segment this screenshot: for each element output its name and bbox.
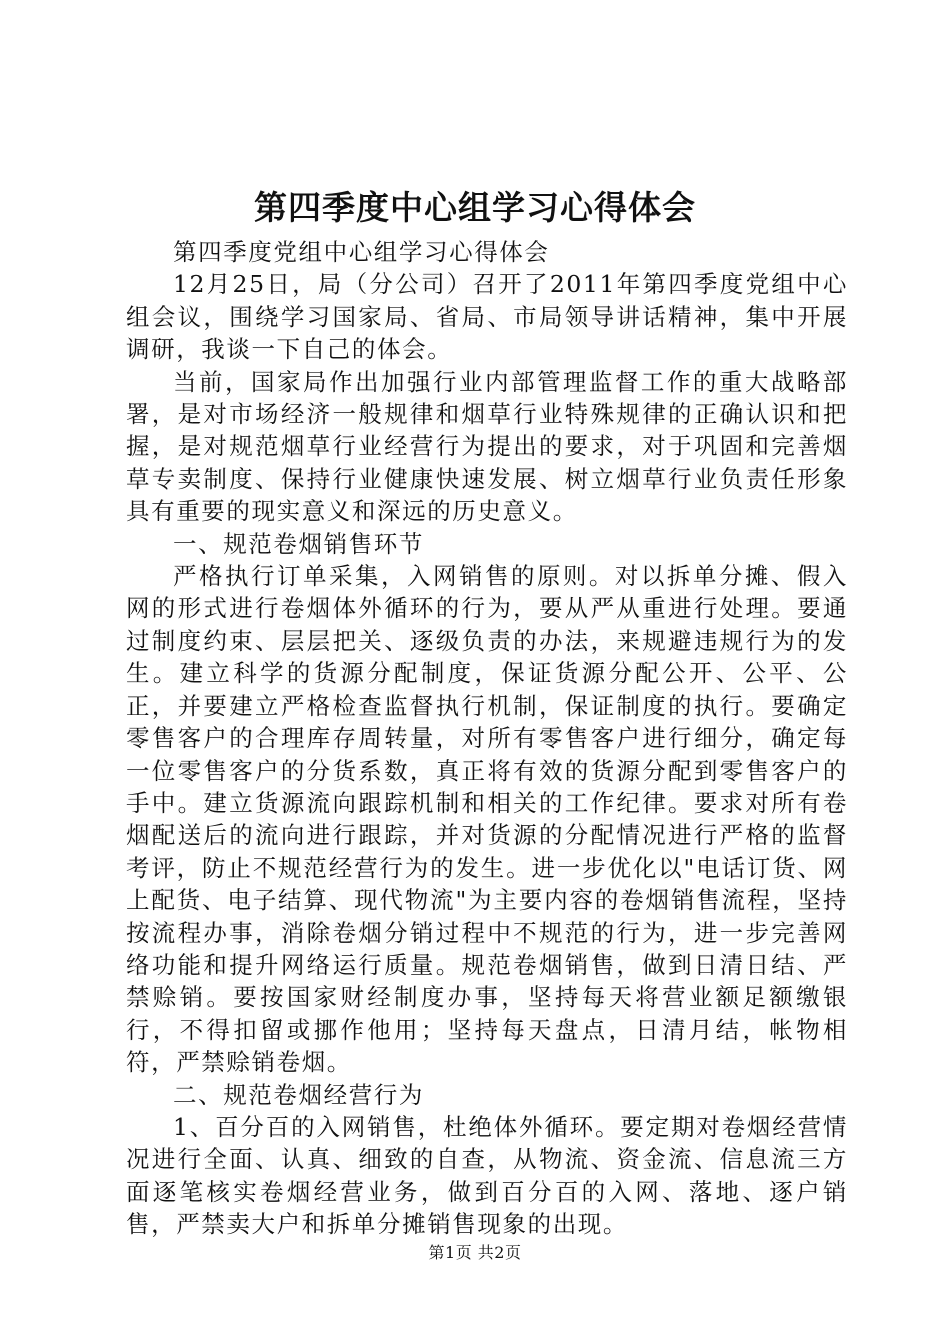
document-title: 第四季度中心组学习心得体会 (254, 188, 696, 227)
subtitle-paragraph: 第四季度党组中心组学习心得体会 (173, 238, 550, 266)
section-1-paragraph: 严格执行订单采集，入网销售的原则。对以拆单分摊、假入网的形式进行卷烟体外循环的行为，要从严从重进行处理。要通过制度约束、层层把关、逐级负责的办法，来规避违规行为的发生。建立科学的货源分配制度，保证货源分配公开、公平、公正，并要建立严格检查监督执行机制，保证制度的执行。要确定零售客户的合理库存周转量，对所有零售客户进行细分，确定每一位零售客户的分货系数，真正将有效的货源分配到零售客户的手中。建立货源流向跟踪机制和相关的工作纪律。要求对所有卷烟配送后的流向进行跟踪，并对货源的分配情况进行严格的监督考评，防止不规范经营行为的发生。进一步优化以"电话订货、网上配货、电子结算、现代物流"为主要内容的卷烟销售流程，坚持按流程办事，消除卷烟分销过程中不规范的行为，进一步完善网络功能和提升网络运行质量。规范卷烟销售，做到日清日结、严禁赊销。要按国家财经制度办事，坚持每天将营业额足额缴银行，不得扣留或挪作他用；坚持每天盘点，日清月结，帐物相符，严禁赊销卷烟。 (126, 562, 848, 1077)
document-body (126, 236, 848, 1241)
intro-paragraph: 12月25日，局（分公司）召开了2011年第四季度党组中心组会议，围绕学习国家局、省局、市局领导讲话精神，集中开展调研，我谈一下自己的体会。 (126, 270, 848, 364)
background-paragraph: 当前，国家局作出加强行业内部管理监督工作的重大战略部署，是对市场经济一般规律和烟草行业特殊规律的正确认识和把握，是对规范烟草行业经营行为提出的要求，对于巩固和完善烟草专卖制度、保持行业健康快速发展、树立烟草行业负责任形象具有重要的现实意义和深远的历史意义。 (126, 367, 848, 526)
section-heading-1: 一、规范卷烟销售环节 (173, 529, 424, 558)
page-number-footer: 第1页 共2页 (428, 1243, 522, 1262)
section-heading-2: 二、规范卷烟经营行为 (173, 1080, 424, 1109)
section-2-item-1: 1、百分百的入网销售，杜绝体外循环。要定期对卷烟经营情况进行全面、认真、细致的自查，从物流、资金流、信息流三方面逐笔核实卷烟经营业务，做到百分百的入网、落地、逐户销售，严禁卖大户和拆单分摊销售现象的出现。 (126, 1112, 848, 1239)
